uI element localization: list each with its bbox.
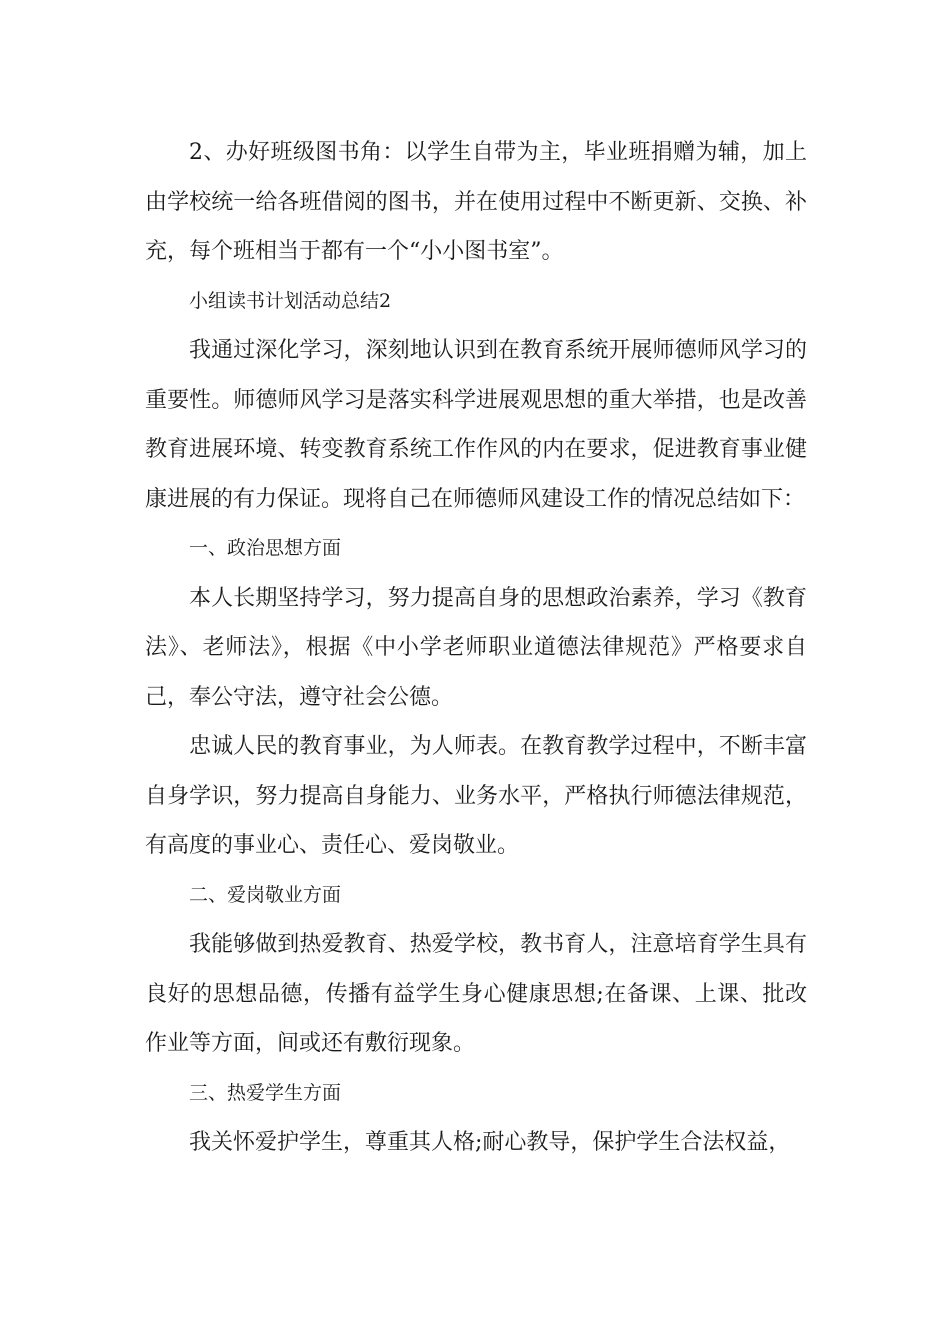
paragraph-dedication: 我能够做到热爱教育、热爱学校，教书育人，注意培育学生具有良好的思想品德，传播有益学生身心健康思想;在备课、上课、批改作业等方面，间或还有敷衍现象。 (145, 932, 807, 1056)
paragraph-loyalty: 忠诚人民的教育事业，为人师表。在教育教学过程中，不断丰富自身学识，努力提高自身能力、业务水平，严格执行师德法律规范，有高度的事业心、责任心、爱岗敬业。 (145, 734, 807, 858)
heading-love-students: 三、热爱学生方面 (189, 1081, 342, 1104)
section-title-summary-2: 小组读书计划活动总结2 (189, 289, 392, 312)
paragraph-library-corner: 2、办好班级图书角：以学生自带为主，毕业班捐赠为辅，加上由学校统一给各班借阅的图书，并在使用过程中不断更新、交换、补充，每个班相当于都有一个“小小图书室”。 (145, 140, 807, 264)
heading-dedication: 二、爱岗敬业方面 (189, 883, 342, 906)
paragraph-study: 本人长期坚持学习，努力提高自身的思想政治素养，学习《教育法》、老师法》，根据《中小学老师职业道德法律规范》严格要求自己，奉公守法，遵守社会公德。 (145, 585, 807, 710)
paragraph-intro: 我通过深化学习，深刻地认识到在教育系统开展师德师风学习的重要性。师德师风学习是落实科学进展观思想的重大举措，也是改善教育进展环境、转变教育系统工作作风的内在要求，促进教育事业健康进展的有力保证。现将自己在师德师风建设工作的情况总结如下： (145, 338, 807, 512)
document-body (145, 128, 807, 1168)
heading-political-thought: 一、政治思想方面 (189, 537, 342, 559)
paragraph-love-students: 我关怀爱护学生，尊重其人格;耐心教导，保护学生合法权益， (189, 1130, 791, 1155)
